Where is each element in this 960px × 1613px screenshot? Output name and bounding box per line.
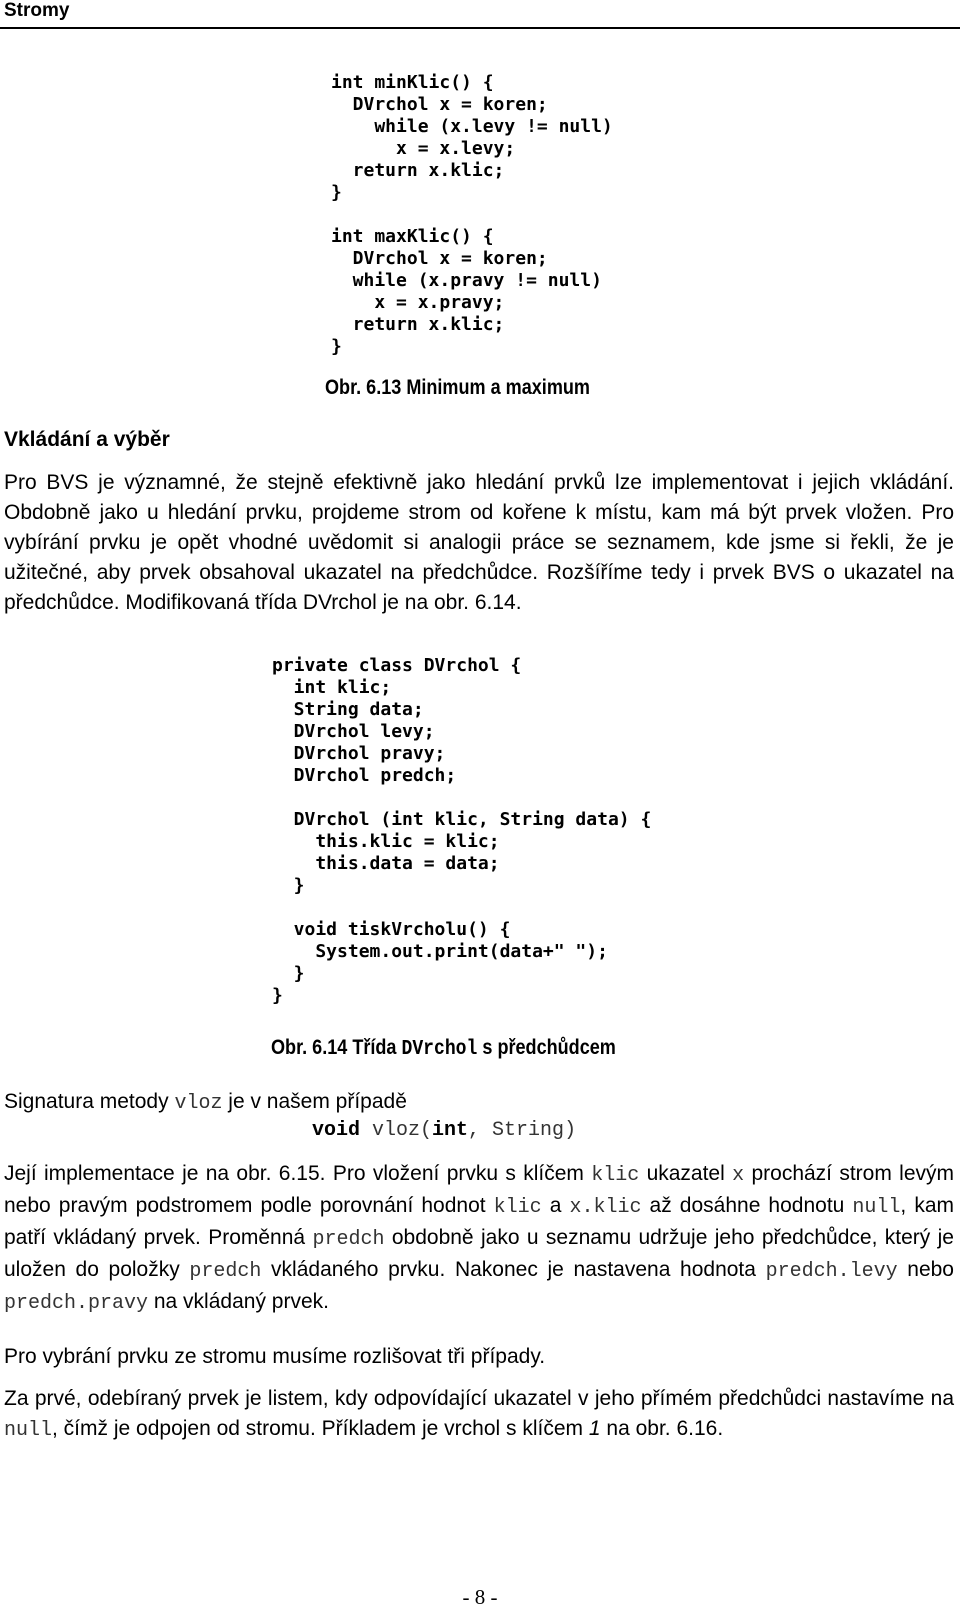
text-run: Její implementace je na obr. 6.15. Pro vložení prvku s klíčem [4, 1162, 592, 1185]
caption-text: Obr. 6.14 Třída [271, 1036, 402, 1059]
inline-code: predch.pravy [4, 1292, 149, 1315]
inline-code: klic [493, 1196, 542, 1219]
page-header-title: Stromy [4, 0, 70, 21]
text-run: vkládaného prvku. Nakonec je nastavena hodnota [261, 1258, 766, 1281]
keyword: int [432, 1119, 469, 1142]
inline-code: x [732, 1164, 745, 1187]
paragraph-implementation [4, 1159, 954, 1319]
text-run: , kam patří vkládaný prvek. Proměnná [4, 1194, 954, 1249]
caption-text: s předchůdcem [477, 1036, 616, 1059]
paragraph-signature-intro [4, 1087, 954, 1119]
text-run: nebo [897, 1258, 954, 1281]
method-signature [312, 1118, 576, 1144]
text-run: Za prvé, odebíraný prvek je listem, kdy odpovídající ukazatel v jeho přímém předchůdci nastavíme na [4, 1387, 954, 1410]
text-run: , čímž je odpojen od stromu. Příkladem je vrchol s klíčem [52, 1417, 589, 1440]
code-listing-dvrchol: private class DVrchol { int klic; String data; DVrchol levy; DVrchol pravy; DVrchol predch; DVrchol (int klic, String data) { this.klic = klic; this.data = data; } void tiskVrcholu() { System.out.print(data+" "); } } [272, 655, 652, 1006]
header-rule [0, 27, 960, 29]
paragraph-removal-cases: Pro vybrání prvku ze stromu musíme rozlišovat tři případy. [4, 1345, 546, 1368]
caption-code: DVrchol [401, 1038, 478, 1061]
inline-code: vloz [174, 1092, 223, 1115]
inline-code: x.klic [569, 1196, 642, 1219]
page-number: - 8 - [462, 1585, 498, 1609]
inline-code: predch [312, 1228, 385, 1251]
text-run: obdobně jako u seznamu udržuje jeho předchůdce, který je uložen do položky [4, 1226, 954, 1281]
inline-code: null [852, 1196, 901, 1219]
section-heading: Vkládání a výběr [4, 428, 170, 451]
code-listing-min-max: int minKlic() { DVrchol x = koren; while (x.levy != null) x = x.levy; return x.klic; } int maxKlic() { DVrchol x = koren; while (x.pravy != null) x = x.pravy; return x.klic; } [331, 72, 613, 357]
inline-code: predch [189, 1260, 262, 1283]
text-run: na obr. 6.16. [600, 1417, 724, 1440]
text-run: na vkládaný prvek. [148, 1290, 329, 1313]
inline-code: null [4, 1419, 53, 1442]
text-run: je v našem případě [222, 1090, 407, 1113]
italic-text: 1 [588, 1417, 601, 1440]
code-text: , String) [468, 1119, 577, 1142]
text-run: ukazatel [639, 1162, 733, 1185]
figure-caption-6-13: Obr. 6.13 Minimum a maximum [325, 376, 590, 399]
keyword: void [312, 1119, 361, 1142]
code-text: vloz( [360, 1119, 433, 1142]
text-run: až dosáhne hodnotu [641, 1194, 853, 1217]
text-run: Signatura metody [4, 1090, 175, 1113]
paragraph-first-case [4, 1384, 954, 1446]
figure-caption-6-14 [271, 1035, 616, 1063]
text-run: a [541, 1194, 570, 1217]
inline-code: klic [591, 1164, 640, 1187]
inline-code: predch.levy [765, 1260, 898, 1283]
text-run: prochází strom levým nebo pravým podstromem podle porovnání hodnot [4, 1162, 955, 1217]
paragraph-intro: Pro BVS je významné, že stejně efektivně jako hledání prvků lze implementovat i jejich vkládání. Obdobně jako u hledání prvku, projdeme strom od kořene k místu, kam má být prvek vložen. Pro vybírání prvku je opět vhodné uvědomit si analogii práce se seznamem, kde jsme si řekli, že je užitečné, aby prvek obsahoval ukazatel na předchůdce. Rozšíříme tedy i prvek BVS o ukazatel na předchůdce. Modifikovaná třída DVrchol je na obr. 6.14. [4, 471, 954, 614]
